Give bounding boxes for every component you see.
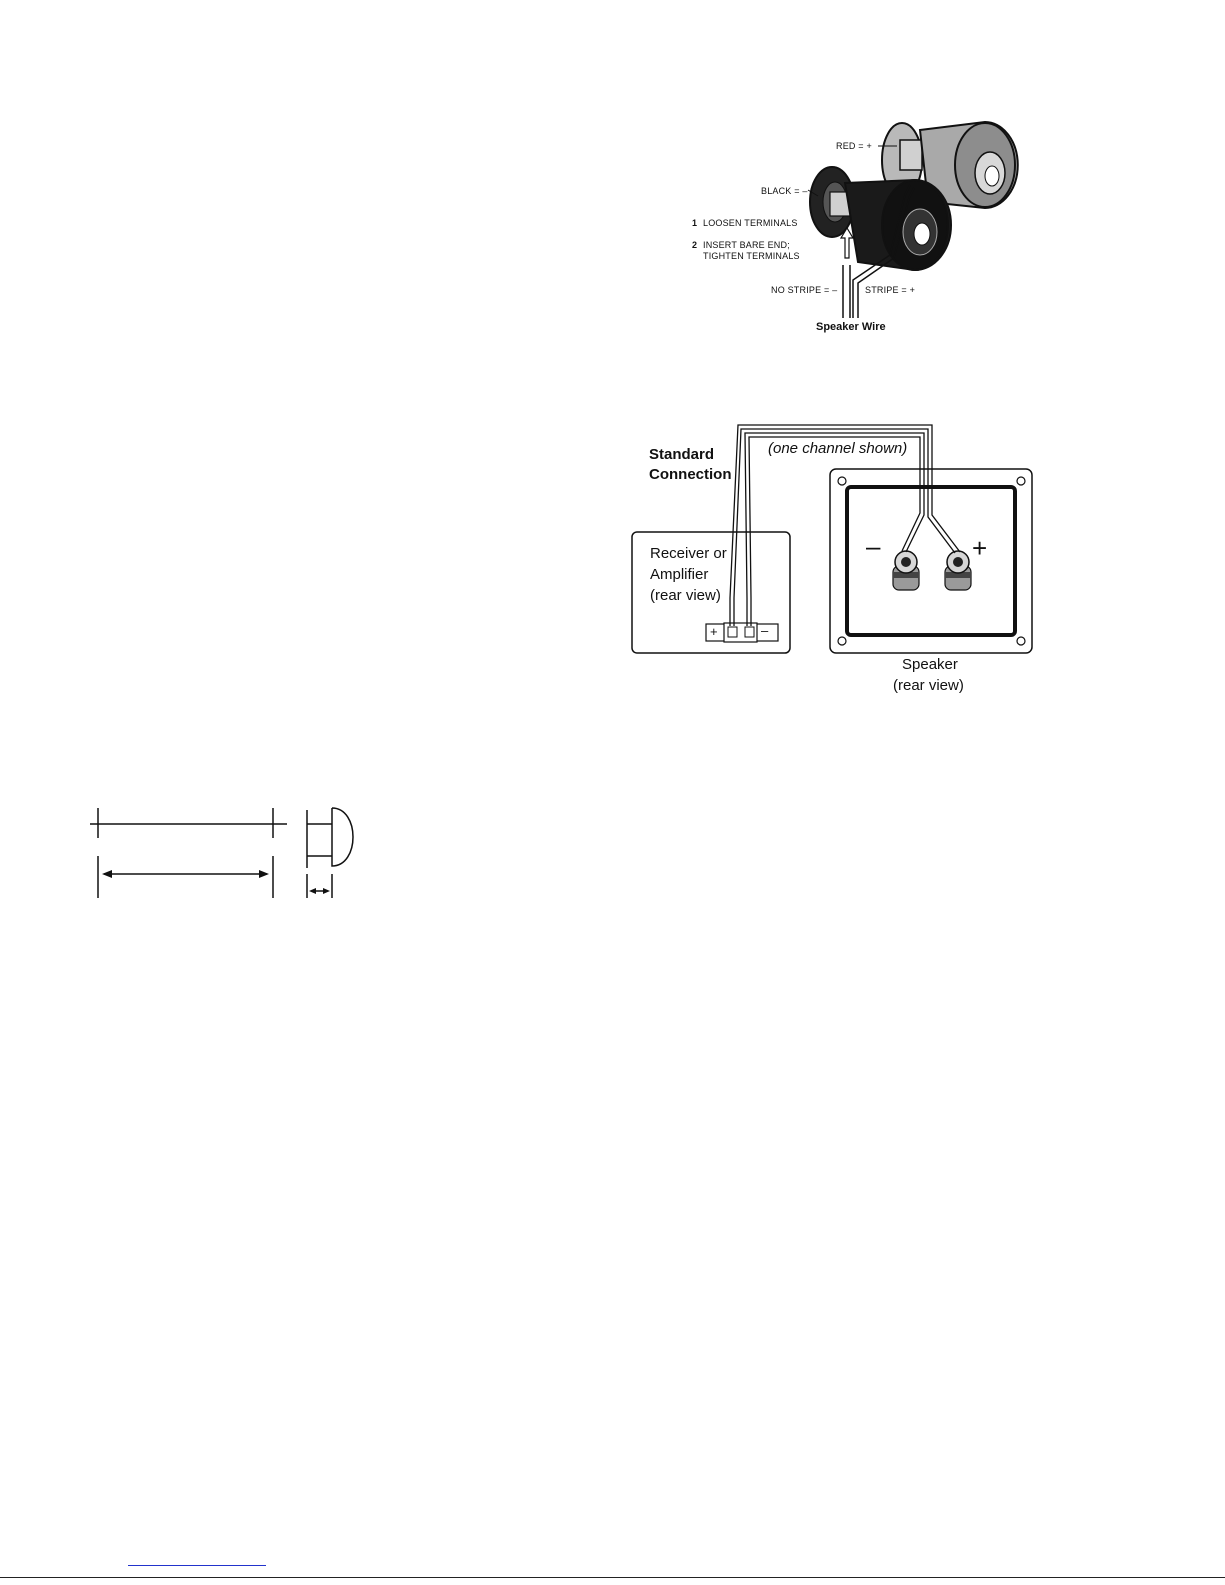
speaker-label-line1: Speaker [902,656,958,673]
receiver-label-line2: Amplifier [650,566,709,583]
step-2-number: 2 [692,240,698,250]
speaker-minus-sign: – [866,531,881,561]
speaker-label-line2: (rear view) [893,677,964,694]
step-1-number: 1 [692,218,698,228]
step-2-text-line1: INSERT BARE END; [703,240,790,250]
red-equals-plus-label: RED = + [836,141,872,151]
no-stripe-label: NO STRIPE = – [771,285,838,295]
standard-connection-title-line2: Connection [649,466,732,483]
step-2-text-line2: TIGHTEN TERMINALS [703,251,800,261]
cap-profile [332,808,353,866]
standard-connection-title-line1: Standard [649,446,715,463]
receiver-label-line1: Receiver or [650,545,727,562]
channel-note: (one channel shown) [765,440,910,457]
receiver-plus-sign: + [710,624,718,639]
receiver-label-line3: (rear view) [650,587,721,604]
footer-link-underline[interactable] [128,1565,266,1566]
footer-rule [0,1577,1225,1578]
speaker-wire-caption: Speaker Wire [816,321,886,333]
receiver-minus-sign: – [761,623,769,638]
stripe-label: STRIPE = + [865,285,916,295]
speaker-plus-sign: + [972,533,988,563]
step-1-text: LOOSEN TERMINALS [703,218,798,228]
black-equals-minus-label: BLACK = – [761,186,808,196]
